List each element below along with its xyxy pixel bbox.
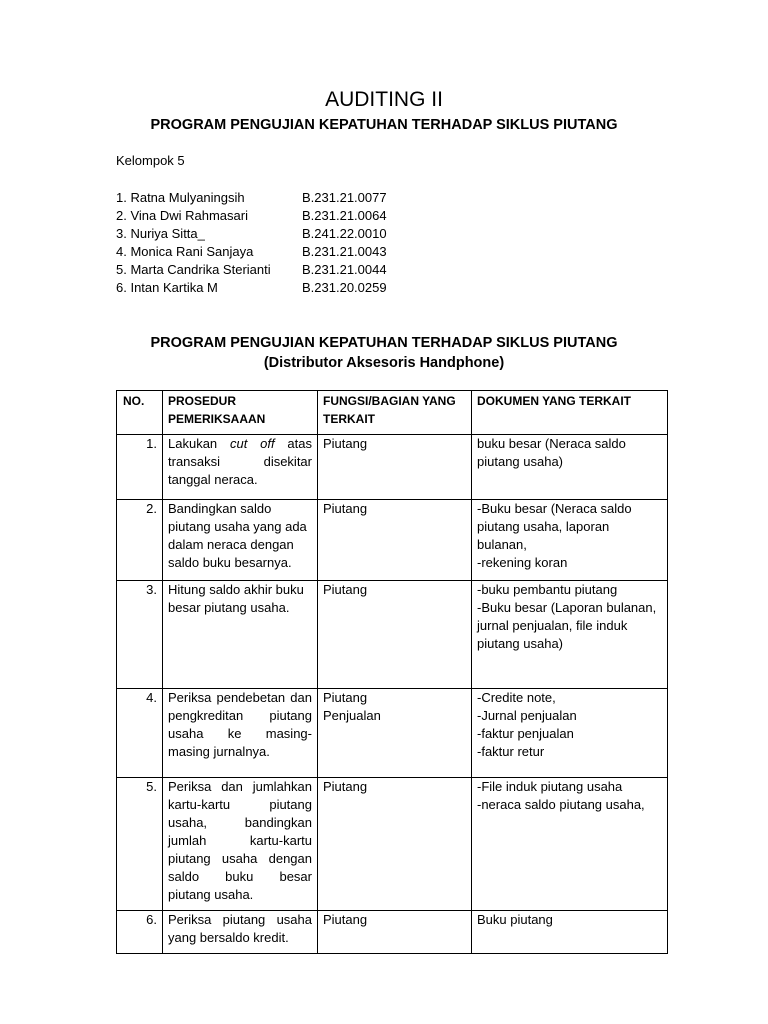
row-dokumen: -Buku besar (Neraca saldo piutang usaha, laporan bulanan, -rekening koran (472, 500, 668, 581)
member-row (116, 189, 416, 207)
row-number: 2. (117, 500, 163, 581)
row-dokumen: -buku pembantu piutang -Buku besar (Laporan bulanan, jurnal penjualan, file induk piutang usaha) (472, 581, 668, 689)
row-number: 6. (117, 911, 163, 954)
member-row (116, 261, 416, 279)
member-name: 4. Monica Rani Sanjaya (116, 244, 254, 259)
member-id: B.231.21.0077 (302, 190, 387, 205)
program-subtitle: (Distributor Aksesoris Handphone) (263, 355, 505, 371)
prosedur-text: Lakukan (168, 436, 230, 451)
document-subtitle: PROGRAM PENGUJIAN KEPATUHAN TERHADAP SIKLUS PIUTANG (150, 117, 618, 133)
row-fungsi: Piutang (318, 500, 472, 581)
row-prosedur: Bandingkan saldo piutang usaha yang ada dalam neraca dengan saldo buku besarnya. (163, 500, 318, 581)
row-prosedur: Hitung saldo akhir buku besar piutang usaha. (163, 581, 318, 689)
program-heading (0, 333, 768, 373)
table-row (117, 435, 668, 500)
audit-program-table (116, 390, 668, 954)
member-id: B.231.21.0044 (302, 262, 387, 277)
row-fungsi: Piutang Penjualan (318, 689, 472, 778)
member-name: 6. Intan Kartika M (116, 280, 218, 295)
row-dokumen: Buku piutang (472, 911, 668, 954)
table-row (117, 500, 668, 581)
row-prosedur: Periksa pendebetan dan pengkreditan piutang usaha ke masing-masing jurnalnya. (163, 689, 318, 778)
table-row (117, 911, 668, 954)
member-row (116, 207, 416, 225)
member-list (116, 189, 416, 297)
row-number: 1. (117, 435, 163, 500)
member-name: 3. Nuriya Sitta_ (116, 226, 205, 241)
row-dokumen: -File induk piutang usaha -neraca saldo piutang usaha, (472, 778, 668, 911)
member-id: B.231.21.0064 (302, 208, 387, 223)
member-name: 2. Vina Dwi Rahmasari (116, 208, 248, 223)
table-header-row (117, 391, 668, 435)
header-prosedur: PROSEDUR PEMERIKSAAAN (163, 391, 318, 435)
table-row (117, 778, 668, 911)
member-id: B.241.22.0010 (302, 226, 387, 241)
member-row (116, 243, 416, 261)
member-name: 1. Ratna Mulyaningsih (116, 190, 245, 205)
header-no: NO. (117, 391, 163, 435)
row-fungsi: Piutang (318, 778, 472, 911)
row-fungsi: Piutang (318, 581, 472, 689)
member-id: B.231.21.0043 (302, 244, 387, 259)
table-row (117, 689, 668, 778)
member-row (116, 279, 416, 297)
row-dokumen: buku besar (Neraca saldo piutang usaha) (472, 435, 668, 500)
row-dokumen: -Credite note, -Jurnal penjualan -faktur penjualan -faktur retur (472, 689, 668, 778)
member-name: 5. Marta Candrika Sterianti (116, 262, 271, 277)
row-number: 3. (117, 581, 163, 689)
header-dokumen: DOKUMEN YANG TERKAIT (472, 391, 668, 435)
prosedur-emphasis: cut off (229, 436, 275, 451)
prosedur-text: atas transaksi disekitar tanggal neraca. (168, 436, 313, 487)
group-label: Kelompok 5 (116, 153, 185, 168)
row-prosedur: Periksa piutang usaha yang bersaldo kredit. (163, 911, 318, 954)
member-row (116, 225, 416, 243)
row-fungsi: Piutang (318, 911, 472, 954)
row-number: 4. (117, 689, 163, 778)
document-title: AUDITING II (325, 88, 443, 111)
table-row (117, 581, 668, 689)
row-number: 5. (117, 778, 163, 911)
program-title: PROGRAM PENGUJIAN KEPATUHAN TERHADAP SIKLUS PIUTANG (150, 335, 618, 351)
member-id: B.231.20.0259 (302, 280, 387, 295)
row-prosedur: Periksa dan jumlahkan kartu-kartu piutang usaha, bandingkan jumlah kartu-kartu piutang usaha dengan saldo buku besar piutang usaha. (163, 778, 318, 911)
row-fungsi: Piutang (318, 435, 472, 500)
header-fungsi: FUNGSI/BAGIAN YANG TERKAIT (318, 391, 472, 435)
row-prosedur (163, 435, 318, 500)
